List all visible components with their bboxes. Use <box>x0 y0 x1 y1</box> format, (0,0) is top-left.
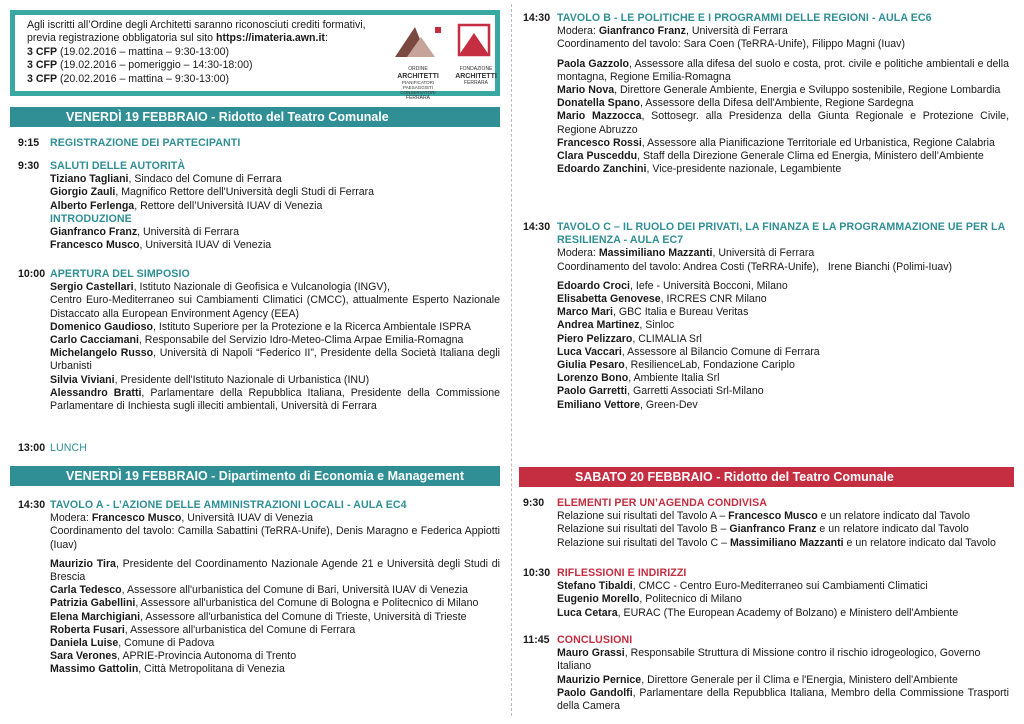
report-line: Relazione sui risultati del Tavolo C – Massimiliano Mazzanti e un relatore indicato dal Tavolo <box>557 536 996 549</box>
speaker-line: Clara Pusceddu, Staff della Direzione Generale Clima ed Energia, Ministero dell’Ambiente <box>557 150 984 163</box>
speaker-line: Giorgio Zauli, Magnifico Rettore dell'Università degli Studi di Ferrara <box>50 186 375 199</box>
session-title: TAVOLO C – IL RUOLO DEI PRIVATI, LA FINANZA E LA PROGRAMMAZIONE UE PER LA <box>557 221 1006 233</box>
page-divider <box>511 4 512 716</box>
speaker-line: Roberta Fusari, Assessore all'urbanistica del Comune di Ferrara <box>50 623 356 636</box>
session-time: 9:30 <box>18 160 40 172</box>
session-time: 9:15 <box>18 137 40 149</box>
speaker-line: Francesco Musco, Università IUAV di Venezia <box>50 239 272 252</box>
speaker-line: Giulia Pesaro, ResilienceLab, Fondazione Cariplo <box>557 359 795 372</box>
session-title: TAVOLO B - LE POLITICHE E I PROGRAMMI DELLE REGIONI - AULA EC6 <box>557 12 932 24</box>
session-title: SALUTI DELLE AUTORITÀ <box>50 160 186 172</box>
session-time: 14:30 <box>18 499 46 511</box>
speaker-line: Sergio Castellari, Istituto Nazionale di Geofisica e Vulcanologia (INGV), <box>50 281 390 294</box>
session-time: 14:30 <box>523 221 551 233</box>
speaker-line: Mario Mazzocca, Sottosegr. alla Presidenza della Giunta Regionale e Protezione Civile, Regione Abruzzo <box>557 110 1010 136</box>
speaker-line: Alessandro Bratti, Parlamentare della Repubblica Italiana, Presidente della Commissione Parlamentare di Inchiesta sugli illeciti ambientali, Università di Ferrara <box>50 386 501 413</box>
session-title: LUNCH <box>50 442 87 454</box>
speaker-line: Patrizia Gabellini, Assessore all'urbanistica del Comune di Bologna e Politecnico di Milano <box>50 597 479 610</box>
speaker-line: Marco Mari, GBC Italia e Bureau Veritas <box>557 306 749 319</box>
speaker-line: Edoardo Zanchini, Vice-presidente nazionale, Legambiente <box>557 163 842 176</box>
session-title-cont: RESILIENZA - AULA EC7 <box>557 234 684 247</box>
ordine-architetti-logo: ORDINE ARCHITETTI PIANIFICATORI PAESAGGISTI CONSERVATORI FERRARA <box>391 23 445 93</box>
speaker-line: Donatella Spano, Assessore della Difesa dell'Ambiente, Regione Sardegna <box>557 97 914 110</box>
speaker-line: Luca Cetara, EURAC (The European Academy of Bolzano) e Ministero dell'Ambiente <box>557 606 959 619</box>
speaker-line: Sara Verones, APRIE-Provincia Autonoma di Trento <box>50 650 297 663</box>
speaker-line: Carla Tedesco, Assessore all'urbanistica del Comune di Bari, Università IUAV di Venezia <box>50 584 468 597</box>
speaker-line: Massimo Gattolin, Città Metropolitana di Venezia <box>50 663 285 676</box>
speaker-line: Silvia Viviani, Presidente dell'Istituto Nazionale di Urbanistica (INU) <box>50 373 370 386</box>
moderator-line: Modera: Francesco Musco, Università IUAV di Venezia <box>50 512 314 525</box>
speaker-line: Maurizio Tira, Presidente del Coordinamento Nazionale Agende 21 e Università degli Studi di Brescia <box>50 557 500 584</box>
coordination-line: Coordinamento del tavolo: Sara Coen (TeRRA-Unife), Filippo Magni (Iuav) <box>557 38 905 51</box>
day-header-friday-afternoon: VENERDÌ 19 FEBBRAIO - Dipartimento di Economia e Management <box>10 466 500 486</box>
speaker-line: Piero Pelizzaro, CLIMALIA Srl <box>557 332 702 345</box>
speaker-line: Tiziano Tagliani, Sindaco del Comune di Ferrara <box>50 173 282 186</box>
speaker-line: Elena Marchigiani, Assessore all'urbanistica del Comune di Trieste, Università di Trieste <box>50 610 467 623</box>
speaker-line: Elisabetta Genovese, IRCRES CNR Milano <box>557 293 767 306</box>
session-time: 11:45 <box>523 634 550 646</box>
speaker-line: Alberto Ferlenga, Rettore dell’Università IUAV di Venezia <box>50 199 323 212</box>
speaker-line: Maurizio Pernice, Direttore Generale per il Clima e l'Energia, Ministero dell'Ambiente <box>557 673 958 686</box>
report-line: Relazione sui risultati del Tavolo A – Francesco Musco e un relatore indicato dal Tavolo <box>557 510 971 523</box>
speaker-line: Mauro Grassi, Responsabile Struttura di Missione contro il rischio idrogeologico, Governo Italiano <box>557 647 981 673</box>
day-header-friday-morning: VENERDÌ 19 FEBBRAIO - Ridotto del Teatro Comunale <box>10 107 500 127</box>
speaker-line: Domenico Gaudioso, Istituto Superiore per la Protezione e la Ricerca Ambientale ISPRA <box>50 320 471 333</box>
coordination-line: Coordinamento del tavolo: Camilla Sabattini (TeRRA-Unife), Denis Maragno e Federica Appiotti (Iuav) <box>50 525 500 551</box>
fondazione-logo-icon <box>449 23 503 59</box>
day-header-saturday: SABATO 20 FEBBRAIO - Ridotto del Teatro Comunale <box>519 467 1014 487</box>
session-title: ELEMENTI PER UN’AGENDA CONDIVISA <box>557 497 767 509</box>
cfp-item: 3 CFP (19.02.2016 – pomeriggio – 14:30-18:00) <box>27 59 253 72</box>
speaker-line: Andrea Martinez, Sinloc <box>557 319 675 332</box>
session-title: APERTURA DEL SIMPOSIO <box>50 268 190 280</box>
speaker-line: Michelangelo Russo, Università di Napoli “Federico II”, Presidente della Società Italiana degli Urbanisti <box>50 347 500 373</box>
speaker-line: Emiliano Vettore, Green-Dev <box>557 398 698 411</box>
session-title: RIFLESSIONI E INDIRIZZI <box>557 567 687 579</box>
session-title: REGISTRAZIONE DEI PARTECIPANTI <box>50 137 241 149</box>
session-time: 13:00 <box>18 442 46 454</box>
speaker-line: Daniela Luise, Comune di Padova <box>50 637 215 650</box>
speaker-line: Luca Vaccari, Assessore al Bilancio Comune di Ferrara <box>557 345 820 358</box>
credits-notice-box <box>10 10 500 101</box>
session-time: 14:30 <box>523 12 551 24</box>
session-time: 10:00 <box>18 268 46 280</box>
cfp-item: 3 CFP (20.02.2016 – mattina – 9:30-13:00) <box>27 72 230 85</box>
moderator-line: Modera: Massimiliano Mazzanti, Università di Ferrara <box>557 247 815 260</box>
speaker-line: Gianfranco Franz, Università di Ferrara <box>50 226 239 239</box>
ordine-logo-icon <box>391 23 445 59</box>
session-time: 9:30 <box>523 497 545 509</box>
session-subtitle: INTRODUZIONE <box>50 212 132 225</box>
speaker-line: Paolo Gandolfi, Parlamentare della Repubblica Italiana, Membro della Commissione Trasporti della Camera <box>557 686 1009 713</box>
cfp-item: 3 CFP (19.02.2016 – mattina – 9:30-13:00) <box>27 45 230 58</box>
speaker-line: Stefano Tibaldi, CMCC - Centro Euro-Mediterraneo sui Cambiamenti Climatici <box>557 580 928 593</box>
fondazione-architetti-logo: FONDAZIONE ARCHITETTI FERRARA <box>449 23 503 93</box>
credits-notice-text: Agli iscritti all’Ordine degli Architetti saranno riconosciuti crediti formativi, previa registrazione obbligatoria sul sito https://imateria.awn.it: 3 CFP (19.02.2016 – mattina – 9:30-13:00) 3 CFP (19.02.2016 – pomeriggio – 14:30-18:00) 3 CFP (20.02.2016 – mattina – 9:30-13:00) <box>27 19 387 86</box>
speaker-line: Lorenzo Bono, Ambiente Italia Srl <box>557 372 720 385</box>
speaker-line: Francesco Rossi, Assessore alla Pianificazione Territoriale ed Urbanistica, Regione Calabria <box>557 136 995 149</box>
moderator-line: Modera: Gianfranco Franz, Università di Ferrara <box>557 25 788 38</box>
speaker-line: Mario Nova, Direttore Generale Ambiente, Energia e Sviluppo sostenibile, Regione Lombardia <box>557 84 1001 97</box>
coordination-line: Coordinamento del tavolo: Andrea Costi (TeRRA-Unife), Irene Bianchi (Polimi-Iuav) <box>557 260 953 273</box>
registration-link[interactable]: https://imateria.awn.it <box>216 32 325 45</box>
session-title: TAVOLO A - L’AZIONE DELLE AMMINISTRAZIONI LOCALI - AULA EC4 <box>50 499 407 511</box>
cfp-list <box>27 46 387 86</box>
speaker-line: Paola Gazzolo, Assessore alla difesa del suolo e costa, prot. civile e politiche ambientali e della montagna, Regione Emilia-Romagna <box>557 57 1009 83</box>
session-title: CONCLUSIONI <box>557 634 633 646</box>
speaker-line: Paolo Garretti, Garretti Associati Srl-Milano <box>557 385 764 398</box>
speaker-line: Eugenio Morello, Politecnico di Milano <box>557 593 742 606</box>
speaker-line: Carlo Cacciamani, Responsabile del Servizio Idro-Meteo-Clima Arpae Emilia-Romagna <box>50 334 464 347</box>
report-line: Relazione sui risultati del Tavolo B – Gianfranco Franz e un relatore indicato dal Tavolo <box>557 523 969 536</box>
session-time: 10:30 <box>523 567 551 579</box>
speaker-line: Edoardo Croci, Iefe - Università Bocconi, Milano <box>557 279 788 292</box>
speaker-line: Centro Euro-Mediterraneo sui Cambiamenti Climatici (CMCC), attualmente Esperto Nazionale Distaccato alla European Environment Agency (EEA) <box>50 294 500 320</box>
